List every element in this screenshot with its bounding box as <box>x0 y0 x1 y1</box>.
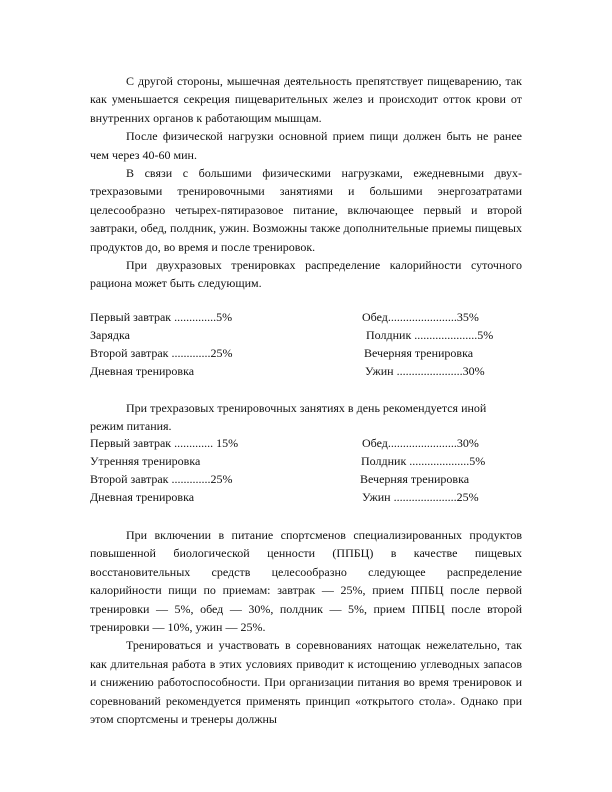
plan-two-right: Вечерняя тренировка <box>364 346 474 360</box>
three-session-intro-block <box>90 399 522 436</box>
plan-two-row <box>90 326 522 344</box>
paragraph-ppbc-distribution: При включении в питание спортсменов специализированных продуктов повышенной биологической ценности (ППБЦ) в качестве пищевых восстановительных средств целесообразно следующее распределение калорийности пищи по приемам: завтрак — 25%, прием ППБЦ после первой тренировки — 5%, обед — 30%, полдник — 5%, прием ППБЦ после второй тренировки — 10%, ужин — 25%. <box>90 528 522 635</box>
plan-three-left: Дневная тренировка <box>90 490 195 504</box>
plan-three-left: Утренняя тренировка <box>90 454 201 468</box>
paragraph-two-session-intro: При двухразовых тренировках распределение калорийности суточного рациона может быть следующим. <box>90 258 522 291</box>
plan-three-row <box>90 470 522 488</box>
plan-two-left: Первый завтрак ..............5% <box>90 310 233 324</box>
plan-two-left: Дневная тренировка <box>90 364 195 378</box>
plan-two-right: Ужин ......................30% <box>365 364 485 378</box>
plan-three-row <box>90 434 522 452</box>
plan-two-row <box>90 344 522 362</box>
plan-three-right: Ужин .....................25% <box>362 490 479 504</box>
paragraph-open-table: Тренироваться и участвовать в соревнованиях натощак нежелательно, так как длительная работа в этих условиях приводит к истощению углеводных запасов и снижению работоспособности. При организации питания во время тренировок и соревнований рекомендуется применять принцип «открытого стола». Однако при этом спортсмены и тренеры должны <box>90 638 522 727</box>
plan-three-left: Первый завтрак ............. 15% <box>90 436 239 450</box>
paragraph-three-session-intro: При трехразовых тренировочных занятиях в день рекомендуется иной режим питания. <box>90 401 487 434</box>
paragraph-meal-frequency: В связи с большими физическими нагрузками, ежедневными двух-трехразовыми тренировочными занятиями и большими энергозатратами целесообразно четырех-пятиразовое питание, включающее первый и второй завтраки, обед, полдник, ужин. Возможны также дополнительные приемы пищевых продуктов до, во время и после тренировок. <box>90 166 522 254</box>
paragraph-digestion: С другой стороны, мышечная деятельность препятствует пищеварению, так как уменьшается секреция пищеварительных желез и происходит отток крови от внутренних органов к работающим мышцам. <box>90 74 522 125</box>
plan-two-row <box>90 308 522 326</box>
bottom-text-block <box>90 526 522 728</box>
plan-three-row <box>90 452 522 470</box>
plan-two-row <box>90 362 522 380</box>
plan-two-left: Второй завтрак .............25% <box>90 346 233 360</box>
plan-two-left: Зарядка <box>90 328 130 342</box>
plan-two-right: Обед.......................35% <box>362 310 479 324</box>
plan-two-right: Полдник .....................5% <box>366 328 494 342</box>
plan-three-right: Полдник ....................5% <box>361 454 486 468</box>
plan-three-right: Обед.......................30% <box>362 436 479 450</box>
top-text-block <box>90 72 522 293</box>
plan-three-row <box>90 488 522 506</box>
paragraph-post-exercise-meal: После физической нагрузки основной прием пищи должен быть не ранее чем через 40-60 мин. <box>90 129 522 162</box>
plan-three-left: Второй завтрак .............25% <box>90 472 233 486</box>
plan-three-right: Вечерняя тренировка <box>360 472 470 486</box>
